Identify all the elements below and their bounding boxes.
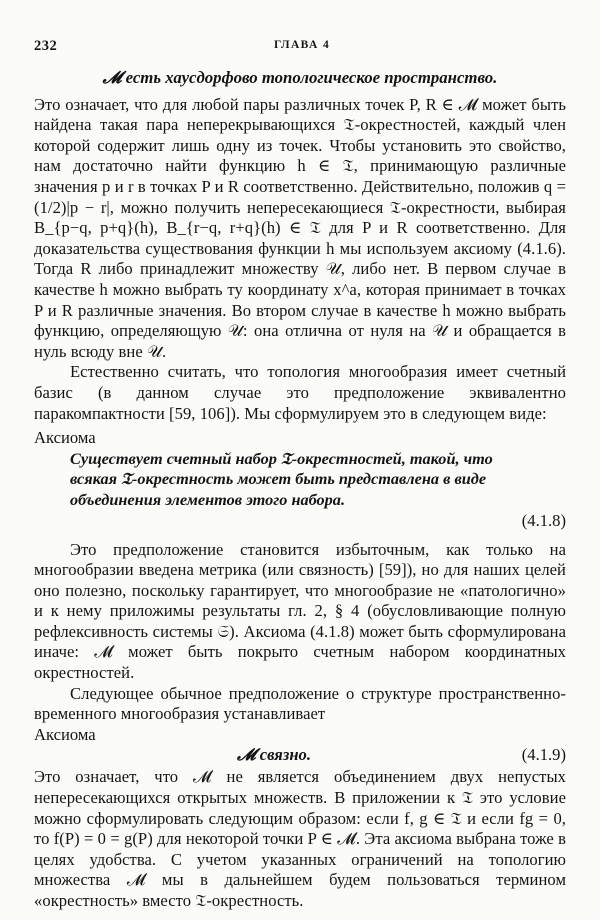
- page-content: [34, 68, 566, 912]
- running-header: [34, 38, 566, 54]
- paragraph-hausdorff-proof: Это означает, что для любой пары различных точек P, R ∈ 𝓜 может быть найдена такая пара неперекрывающихся 𝔗-окрестностей, каждый член которой содержит лишь одну из точек. Чтобы установить это свойство, нам достаточно найти функцию h ∈ 𝔗, принимающую различные значения p и r в точках P и R соответственно. Действительно, положив q = (1/2)|p − r|, можно получить непересекающиеся 𝔗-окрестности, выбирая B_{p−q, p+q}(h), B_{r−q, r+q}(h) ∈ 𝔗 для P и R соответственно. Для доказательства существования функции h мы используем аксиому (4.1.6). Тогда R либо принадлежит множеству 𝒰, либо нет. В первом случае в качестве h можно выбрать ту координату x^a, которая принимает в точках P и R различные значения. Во втором случае в качестве h можно выбрать функцию, определяющую 𝒰: она отлична от нуля на 𝒰 и обращается в нуль всюду вне 𝒰.: [34, 94, 566, 361]
- axiom-4-1-9-text: 𝓜 связно.: [237, 745, 311, 765]
- axiom-4-1-8-text: Существует счетный набор 𝔗-окрестностей, такой, что всякая 𝔗-окрестность может быть представлена в виде объединения элементов этого набора.: [70, 448, 493, 509]
- paragraph-connectedness: Это означает, что 𝓜 не является объединением двух непустых непересекающихся открытых множеств. В приложении к 𝔗 это условие можно сформулировать следующим образом: если f, g ∈ 𝔗 и если fg = 0, то f(P) = 0 = g(P) для некоторой точки P ∈ 𝓜. Эта аксиома выбрана тоже в целях удобства. С учетом указанных ограничений на топологию множества 𝓜 мы в дальнейшем будем пользоваться термином «окрестность» вместо 𝔗-окрестность.: [34, 767, 566, 910]
- equation-number-4-1-9: (4.1.9): [521, 745, 566, 765]
- paragraph-countable-basis: Естественно считать, что топология многообразия имеет счетный базис (в данном случае это предположение эквивалентно паракомпактности [59, 106]). Мы сформулируем это в следующем виде:: [34, 362, 566, 423]
- paragraph-metric-remark: Это предположение становится избыточным, как только на многообразии введена метрика (или связность) [59]), но для наших целей оно полезно, поскольку гарантирует, что многообразие не «патологично» и к нему приложимы результаты гл. 2, § 4 (обусловливающие полную рефлексивность системы 𝔖). Аксиома (4.1.8) может быть сформулирована иначе: 𝓜 может быть покрыто счетным набором координатных окрестностей.: [34, 539, 566, 683]
- axiom-label-2: Аксиома: [34, 724, 96, 744]
- section-statement: 𝓜 есть хаусдорфово топологическое пространство.: [102, 68, 498, 87]
- page-number: 232: [34, 38, 58, 54]
- axiom-label: Аксиома: [34, 428, 96, 448]
- paragraph-next-assumption: Следующее обычное предположение о структуре пространственно-временного многообразия устанавливает: [34, 683, 566, 724]
- axiom-4-1-9-row: [34, 745, 566, 767]
- chapter-title: ГЛАВА 4: [274, 39, 331, 51]
- equation-number-4-1-8: (4.1.8): [521, 510, 566, 530]
